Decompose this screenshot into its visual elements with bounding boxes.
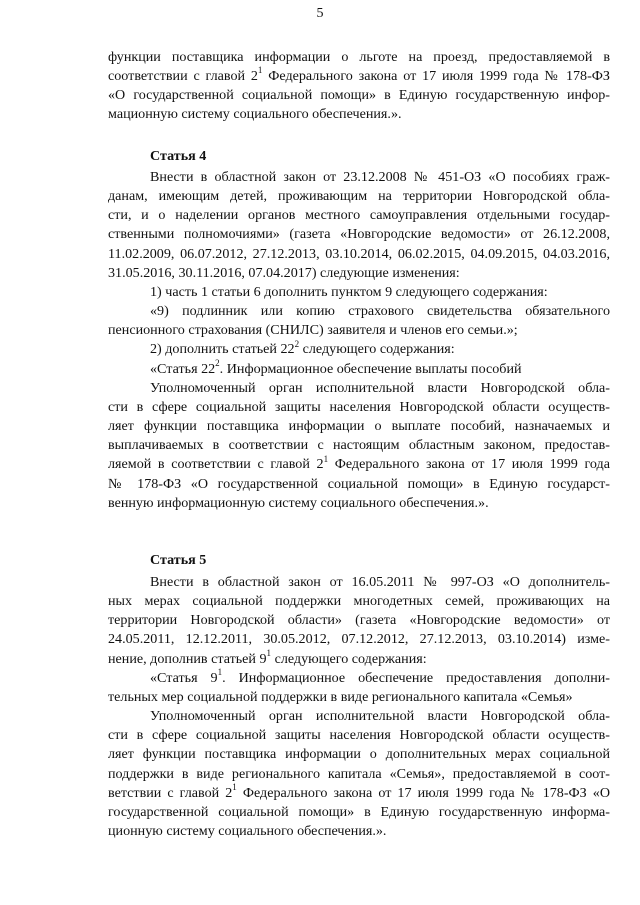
text-line: № 178-ФЗ «О государственной социальной помощи» в Единую государст- [108, 475, 610, 492]
text-line: выплачиваемых в соответствии с настоящим областным законом, предостав- [108, 437, 610, 454]
text-line: пенсионного страхования (СНИЛС) заявителя и членов его семьи.»; [108, 322, 518, 339]
text-line: 31.05.2016, 30.11.2016, 07.04.2017) следующие изменения: [108, 264, 460, 281]
new-article-title: «Статья $22^2$. Информационное обеспечение выплаты пособий [150, 357, 522, 377]
text-line: Внести в областной закон от 23.12.2008 № 451-ОЗ «О пособиях граж- [150, 169, 610, 185]
text-line: «О государственной социальной помощи» в Единую государственную инфор- [108, 87, 610, 104]
new-article-title: «Статья $9^1$. Информационное обеспечение предоставления дополни- [150, 667, 610, 686]
text-line: территории Новгородской области» (газета «Новгородские ведомости» от [108, 612, 610, 629]
text-line: ляет функции поставщика информации о выплате пособий, назначаемых и [108, 418, 610, 435]
text-line: сти, и о наделении органов местного самоуправления отдельными государ- [108, 207, 610, 224]
text-line: сти в сфере социальной защиты населения Новгородской области осуществ- [108, 727, 610, 744]
text-line: ционную систему социального обеспечения.». [108, 823, 387, 840]
text-line: Внести в областной закон от 16.05.2011 № 997-ОЗ «О дополнитель- [150, 574, 610, 590]
article-4-paragraph [108, 168, 610, 513]
text-line: тельных мер социальной поддержки в виде регионального капитала «Семья» [108, 688, 573, 705]
article-5-heading: Статья 5 [150, 552, 207, 568]
amendment-item-2: 2) дополнить статьей $22^2$ следующего содержания: [150, 338, 455, 358]
text-line: «9) подлинник или копию страхового свидетельства обязательного [150, 303, 610, 320]
text-line: венную информационную систему социального обеспечения.». [108, 494, 489, 511]
text-line: ляет функции поставщика информации о дополнительных мерах социальной [108, 746, 610, 763]
text-line: поддержки в виде регионального капитала «Семья», предоставляемой в соот- [108, 765, 610, 782]
text-line: соответствии с главой $2^1$ Федерального закона от 17 июля 1999 года № 178-ФЗ [108, 65, 610, 85]
text-line: государственной социальной помощи» в Единую государственную информа- [108, 803, 610, 820]
text-line: Уполномоченный орган исполнительной власти Новгородской обла- [150, 379, 610, 396]
text-line: сти в сфере социальной защиты населения Новгородской области осуществ- [108, 398, 610, 415]
text-line: ветствии с главой $2^1$ Федерального закона от 17 июля 1999 года № 178-ФЗ «О [108, 782, 611, 801]
text-line: ных мерах социальной поддержки многодетных семей, проживающих на [108, 593, 610, 610]
text-line: 11.02.2009, 06.07.2012, 27.12.2013, 03.10.2014, 06.02.2015, 04.09.2015, 04.03.2016, [108, 245, 610, 262]
text-line: данам, имеющим детей, проживающим на территории Новгородской обла- [108, 188, 610, 205]
text-line: ственными полномочиями» (газета «Новгородские ведомости» от 26.12.2008, [108, 226, 610, 243]
page-number: 5 [316, 6, 324, 21]
text-line: функции поставщика информации о льготе на проезд, предоставляемой в [108, 49, 610, 65]
intro-paragraph [108, 48, 610, 125]
article-5-paragraph [108, 573, 610, 841]
text-line: ляемой в соответствии с главой $2^1$ Федерального закона от 17 июля 1999 года [108, 453, 610, 473]
text-line: нение, дополнив статьей $9^1$ следующего содержания: [108, 647, 427, 667]
amendment-item-1: 1) часть 1 статьи 6 дополнить пунктом 9 следующего содержания: [150, 283, 548, 300]
text-line: мационную систему социального обеспечения.». [108, 106, 402, 123]
text-line: 24.05.2011, 12.12.2011, 30.05.2012, 07.12.2012, 27.12.2013, 03.10.2014) изме- [108, 631, 610, 648]
text-line: Уполномоченный орган исполнительной власти Новгородской обла- [150, 708, 610, 725]
article-4-heading: Статья 4 [150, 148, 207, 164]
